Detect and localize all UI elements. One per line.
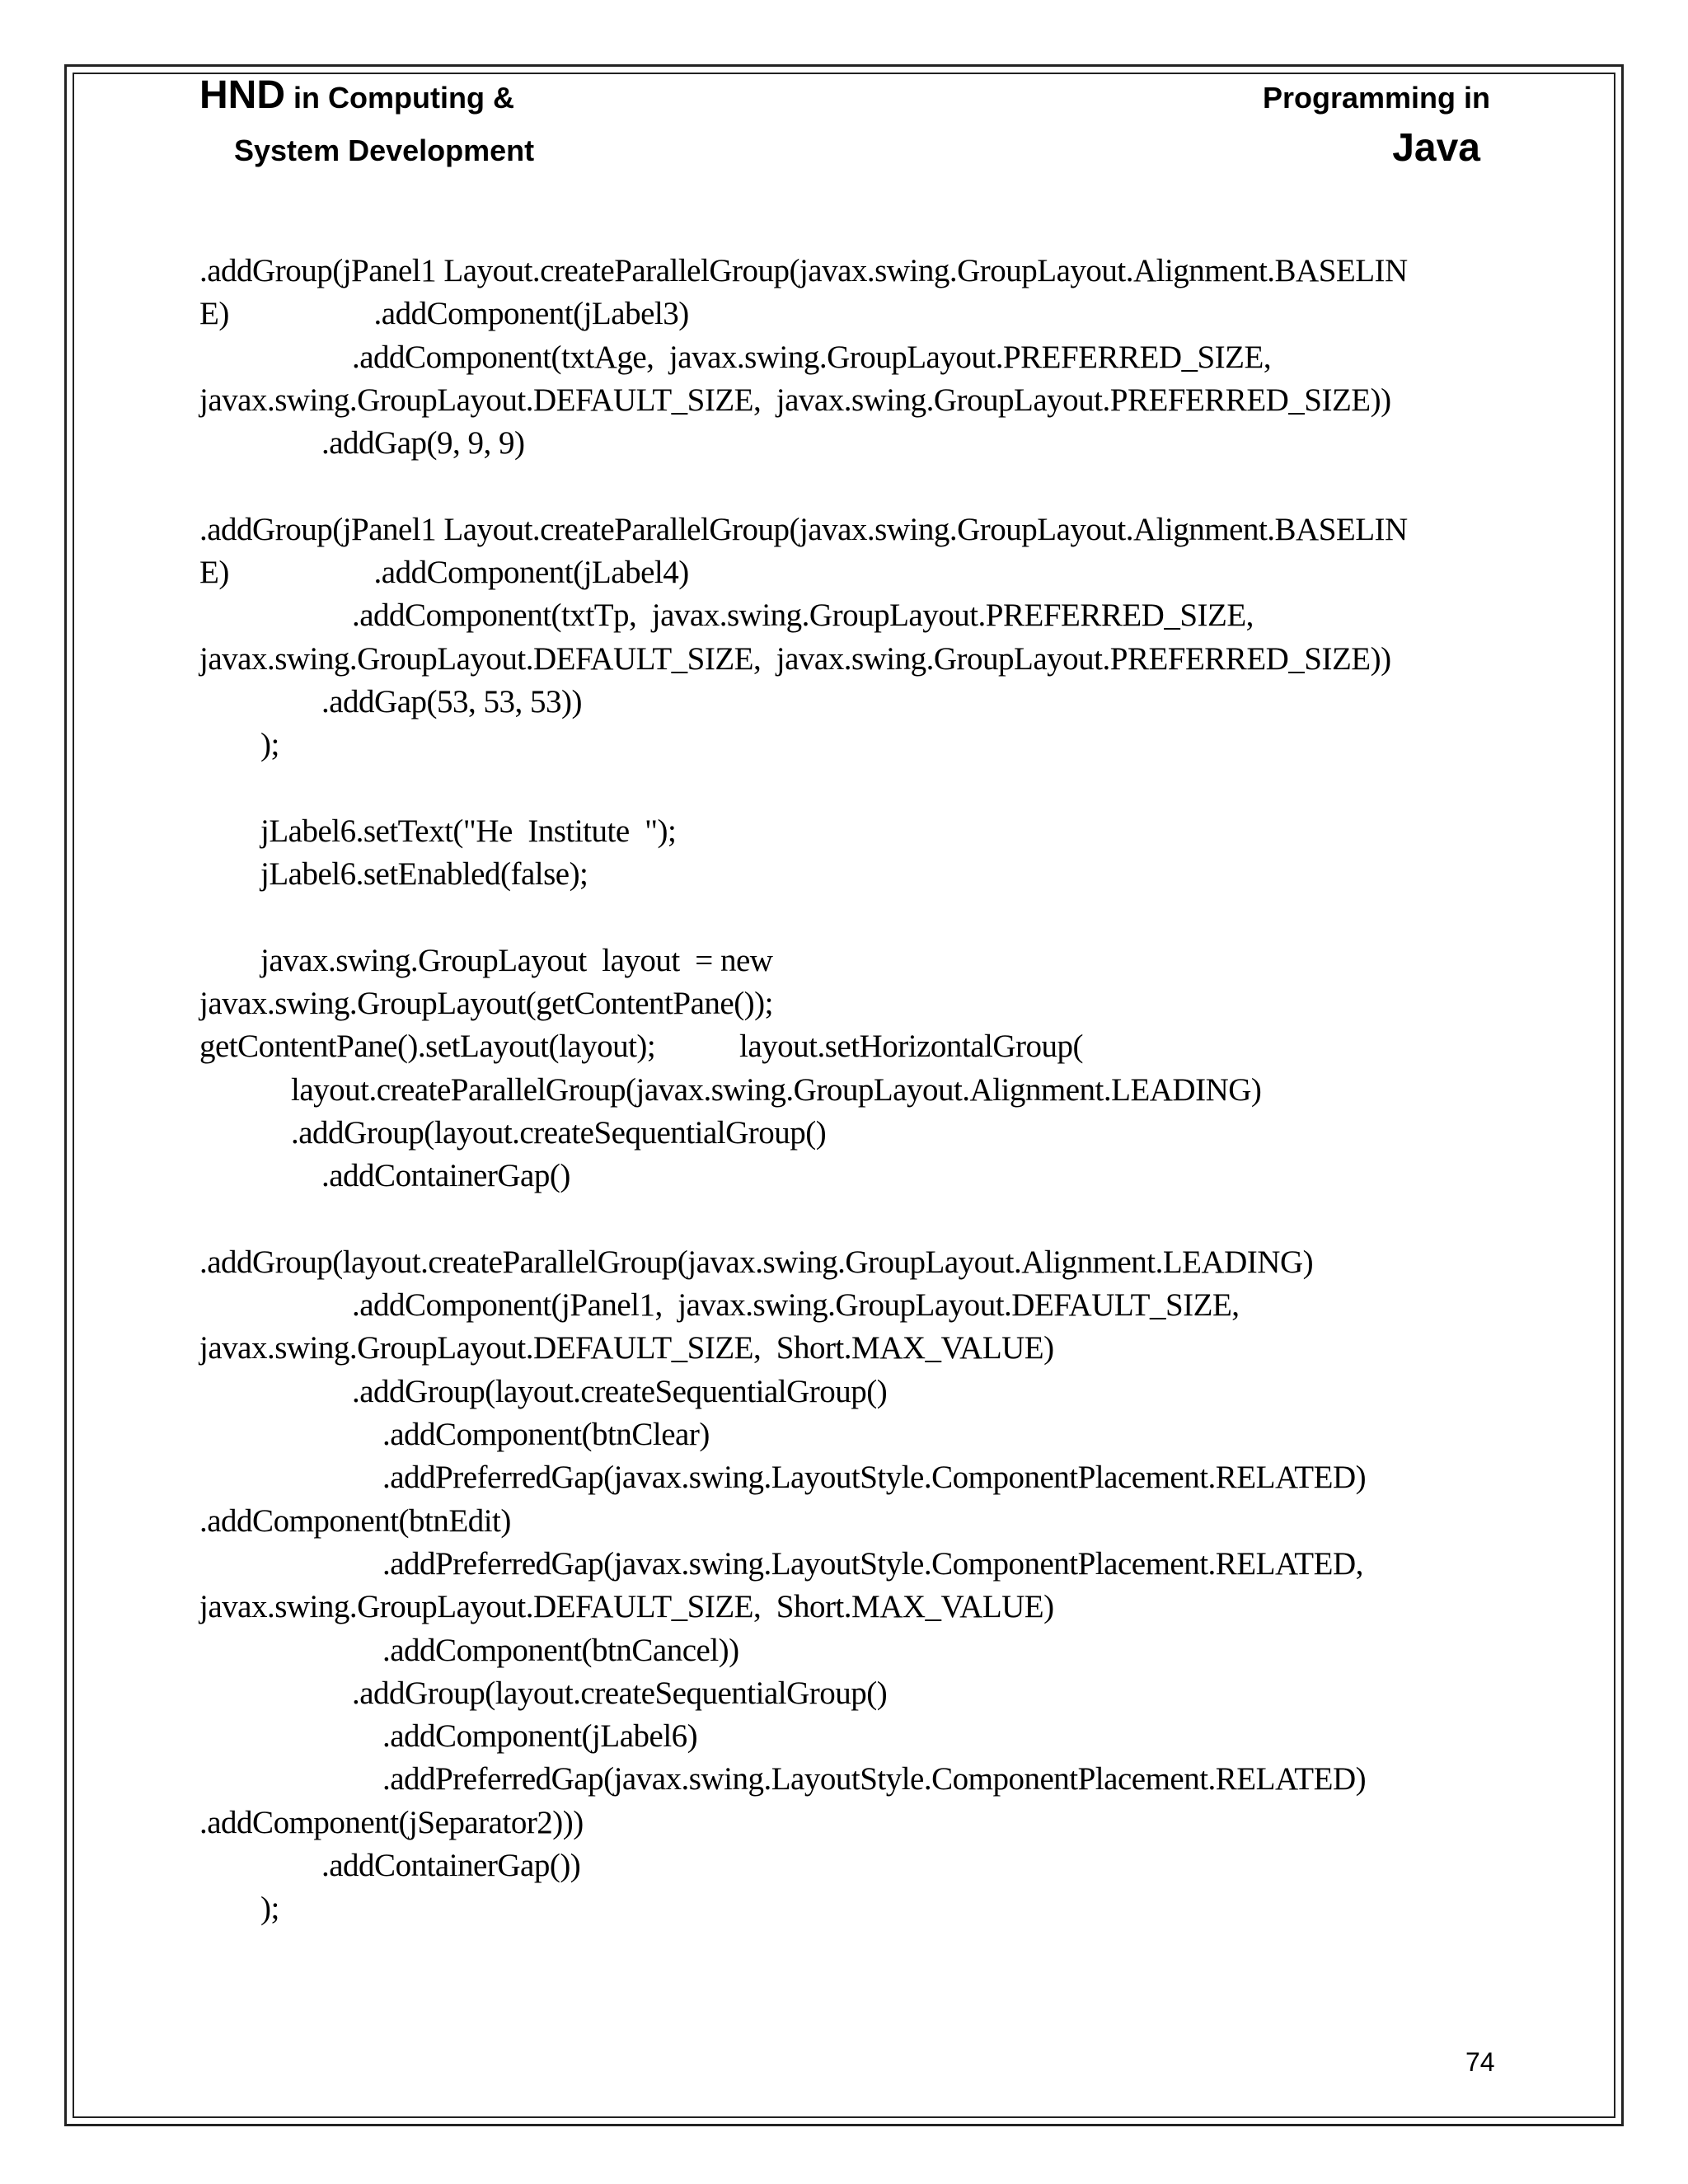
header-course-line2: System Development <box>234 134 535 167</box>
code-line <box>199 896 1485 939</box>
page-number: 74 <box>1465 2047 1495 2077</box>
header-subject-line2: Java <box>1392 126 1480 170</box>
header-hnd: HND <box>199 73 285 117</box>
code-line <box>199 1198 1485 1241</box>
header-subject-line1: Programming in <box>1262 81 1490 115</box>
code-line: layout.createParallelGroup(javax.swing.GroupLayout.Alignment.LEADING) <box>199 1071 1262 1108</box>
code-line <box>199 465 1485 508</box>
code-listing <box>199 250 1485 1931</box>
code-line: .addGroup(layout.createSequentialGroup() <box>199 1373 888 1409</box>
code-line: .addComponent(btnCancel)) <box>199 1632 739 1668</box>
code-line: .addComponent(txtAge, javax.swing.GroupLayout.PREFERRED_SIZE, <box>199 339 1272 375</box>
code-line: .addPreferredGap(javax.swing.LayoutStyle.ComponentPlacement.RELATED) <box>199 1460 1367 1496</box>
code-line: .addGroup(jPanel1 Layout.createParallelGroup(javax.swing.GroupLayout.Alignment.BASELIN <box>199 511 1408 547</box>
code-line: .addPreferredGap(javax.swing.LayoutStyle.ComponentPlacement.RELATED) <box>199 1761 1367 1797</box>
code-line: .addGap(53, 53, 53)) <box>199 683 582 719</box>
code-line: jLabel6.setText("He Institute "); <box>199 813 677 849</box>
header-course-line1 <box>199 73 514 118</box>
code-line <box>199 767 1485 810</box>
code-line: E) .addComponent(jLabel3) <box>199 296 689 332</box>
code-line: javax.swing.GroupLayout layout = new <box>199 942 773 978</box>
code-line: javax.swing.GroupLayout.DEFAULT_SIZE, javax.swing.GroupLayout.PREFERRED_SIZE)) <box>199 640 1391 677</box>
code-line: .addContainerGap() <box>199 1158 570 1194</box>
code-line: .addGroup(layout.createSequentialGroup() <box>199 1675 888 1711</box>
code-line: .addComponent(jPanel1, javax.swing.GroupLayout.DEFAULT_SIZE, <box>199 1287 1240 1324</box>
code-line: jLabel6.setEnabled(false); <box>199 856 588 893</box>
code-line: .addComponent(btnClear) <box>199 1417 710 1453</box>
code-line: javax.swing.GroupLayout.DEFAULT_SIZE, Short.MAX_VALUE) <box>199 1589 1054 1625</box>
code-line: .addComponent(txtTp, javax.swing.GroupLayout.PREFERRED_SIZE, <box>199 598 1254 634</box>
code-line: .addComponent(jLabel6) <box>199 1718 698 1755</box>
code-line: javax.swing.GroupLayout.DEFAULT_SIZE, Short.MAX_VALUE) <box>199 1330 1054 1366</box>
code-line: ); <box>199 727 279 763</box>
code-line: .addGroup(layout.createParallelGroup(javax.swing.GroupLayout.Alignment.LEADING) <box>199 1244 1314 1280</box>
code-line: .addContainerGap()) <box>199 1847 581 1883</box>
code-line: getContentPane().setLayout(layout); layout.setHorizontalGroup( <box>199 1029 1083 1065</box>
code-line: .addComponent(jSeparator2))) <box>199 1804 584 1840</box>
code-line: .addPreferredGap(javax.swing.LayoutStyle.ComponentPlacement.RELATED, <box>199 1545 1363 1582</box>
code-line: javax.swing.GroupLayout.DEFAULT_SIZE, javax.swing.GroupLayout.PREFERRED_SIZE)) <box>199 382 1391 418</box>
code-line: .addGap(9, 9, 9) <box>199 425 525 462</box>
code-line: .addGroup(layout.createSequentialGroup() <box>199 1114 827 1151</box>
code-line: .addComponent(btnEdit) <box>199 1502 511 1539</box>
code-line: E) .addComponent(jLabel4) <box>199 555 689 591</box>
header-in-computing: in Computing & <box>293 81 514 115</box>
code-line: ); <box>199 1891 279 1927</box>
code-line: .addGroup(jPanel1 Layout.createParallelGroup(javax.swing.GroupLayout.Alignment.BASELIN <box>199 253 1408 288</box>
code-line: javax.swing.GroupLayout(getContentPane()); <box>199 986 773 1022</box>
